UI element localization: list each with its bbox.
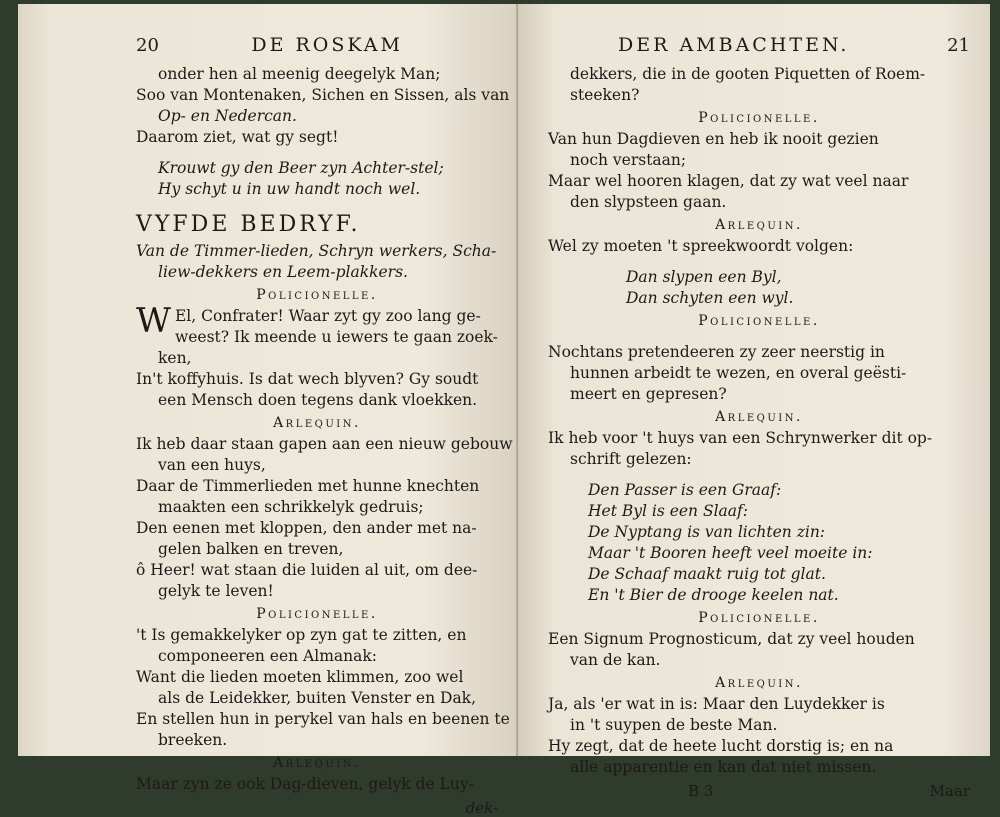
- right-header: [548, 34, 970, 56]
- catchword: dek-: [465, 799, 498, 817]
- speaker-name: Policionelle.: [698, 110, 820, 126]
- text-line: En stellen hun in perykel van hals en beenen te: [136, 710, 510, 728]
- text-line: 't Is gemakkelyker op zyn gat te zitten, en: [136, 626, 467, 644]
- speaker-name: Arlequin.: [273, 415, 361, 431]
- speaker-name: Arlequin.: [715, 409, 803, 425]
- text-line: van een huys,: [158, 456, 266, 474]
- text-line: componeeren een Almanak:: [158, 647, 377, 665]
- text-line: schrift gelezen:: [570, 450, 692, 468]
- text-line: hunnen arbeidt te wezen, en overal geësti-: [570, 364, 907, 382]
- text-line: Een Signum Prognosticum, dat zy veel houden: [548, 630, 915, 648]
- verse-line: Krouwt gy den Beer zyn Achter-stel;: [158, 159, 444, 177]
- left-running-head: DE ROSKAM: [251, 34, 403, 56]
- act-title: VYFDE BEDRYF.: [136, 212, 361, 237]
- right-footer: [548, 782, 970, 800]
- text-line: Ik heb daar staan gapen aan een nieuw gebouw: [136, 435, 513, 453]
- text-line: gelyk te leven!: [158, 582, 274, 600]
- text-line: Op- en Nedercan.: [158, 107, 297, 125]
- text-line: breeken.: [158, 731, 228, 749]
- right-page-number: 21: [947, 35, 970, 56]
- verse-line: Het Byl is een Slaaf:: [588, 502, 748, 520]
- left-header: [136, 34, 498, 56]
- speaker-name: Arlequin.: [715, 217, 803, 233]
- text-line: Den eenen met kloppen, den ander met na-: [136, 519, 477, 537]
- verse-line: Den Passer is een Graaf:: [588, 481, 782, 499]
- text-line: In't koffyhuis. Is dat wech blyven? Gy soudt: [136, 370, 479, 388]
- left-footer: [136, 799, 498, 817]
- act-subtitle: Van de Timmer-lieden, Schryn werkers, Scha-: [136, 242, 497, 260]
- text-line: weest? Ik meende u iewers te gaan zoek-: [174, 328, 498, 346]
- text-line: Ja, als 'er wat in is: Maar den Luydekker is: [548, 695, 885, 713]
- catchword: Maar: [929, 782, 970, 800]
- text-line: Daarom ziet, wat gy segt!: [136, 128, 339, 146]
- text-line: meert en gepresen?: [570, 385, 727, 403]
- speaker-name: Policionelle.: [698, 610, 820, 626]
- text-line: Want die lieden moeten klimmen, zoo wel: [136, 668, 464, 686]
- speaker-name: Arlequin.: [273, 755, 361, 771]
- text-line: ken,: [158, 349, 192, 367]
- text-line: Soo van Montenaken, Sichen en Sissen, als van: [136, 86, 510, 104]
- text-line: Maar zyn ze ook Dag-dieven, gelyk de Luy-: [136, 775, 474, 793]
- text-line: in 't suypen de beste Man.: [570, 716, 778, 734]
- open-book: [18, 4, 990, 817]
- text-line: gelen balken en treven,: [158, 540, 344, 558]
- text-line: den slypsteen gaan.: [570, 193, 727, 211]
- speaker-name: Policionelle.: [256, 287, 378, 303]
- text-line: onder hen al meenig deegelyk Man;: [158, 65, 441, 83]
- text-line: maakten een schrikkelyk gedruis;: [158, 498, 424, 516]
- verse-line: Maar 't Booren heeft veel moeite in:: [588, 544, 873, 562]
- text-line: El, Confrater! Waar zyt gy zoo lang ge-: [174, 307, 481, 325]
- dropcap-paragraph: [136, 301, 498, 369]
- verse-line: En 't Bier de drooge keelen nat.: [588, 586, 839, 604]
- text-line: Van hun Dagdieven en heb ik nooit gezien: [548, 130, 879, 148]
- speaker-name: Policionelle.: [256, 606, 378, 622]
- text-line: Ik heb voor 't huys van een Schrynwerker dit op-: [548, 429, 933, 447]
- text-line: alle apparentie en kan dat niet missen.: [570, 758, 877, 776]
- verse-line: De Nyptang is van lichten zin:: [588, 523, 826, 541]
- text-line: Wel zy moeten 't spreekwoordt volgen:: [548, 237, 854, 255]
- text-line: dekkers, die in de gooten Piquetten of Roem-: [570, 65, 926, 83]
- verse-line: Hy schyt u in uw handt noch wel.: [158, 180, 421, 198]
- text-line: Nochtans pretendeeren zy zeer neerstig in: [548, 343, 885, 361]
- verse-line: Dan slypen een Byl,: [626, 268, 782, 286]
- drop-capital: W: [136, 301, 171, 341]
- left-page-number: 20: [136, 35, 159, 56]
- text-line: Maar wel hooren klagen, dat zy wat veel naar: [548, 172, 909, 190]
- right-running-head: DER AMBACHTEN.: [618, 34, 850, 56]
- act-subtitle: liew-dekkers en Leem-plakkers.: [158, 263, 408, 281]
- left-page: [18, 4, 518, 817]
- text-line: een Mensch doen tegens dank vloekken.: [158, 391, 478, 409]
- speaker-name: Arlequin.: [715, 675, 803, 691]
- right-page: [518, 4, 990, 800]
- text-line: ô Heer! wat staan die luiden al uit, om dee-: [136, 561, 478, 579]
- text-line: noch verstaan;: [570, 151, 687, 169]
- text-line: van de kan.: [570, 651, 661, 669]
- speaker-name: Policionelle.: [698, 313, 820, 329]
- text-line: Daar de Timmerlieden met hunne knechten: [136, 477, 480, 495]
- text-line: als de Leidekker, buiten Venster en Dak,: [158, 689, 476, 707]
- verse-line: Dan schyten een wyl.: [626, 289, 794, 307]
- signature-mark: B 3: [688, 782, 714, 800]
- verse-line: De Schaaf maakt ruig tot glat.: [588, 565, 826, 583]
- text-line: Hy zegt, dat de heete lucht dorstig is; en na: [548, 737, 894, 755]
- text-line: steeken?: [570, 86, 640, 104]
